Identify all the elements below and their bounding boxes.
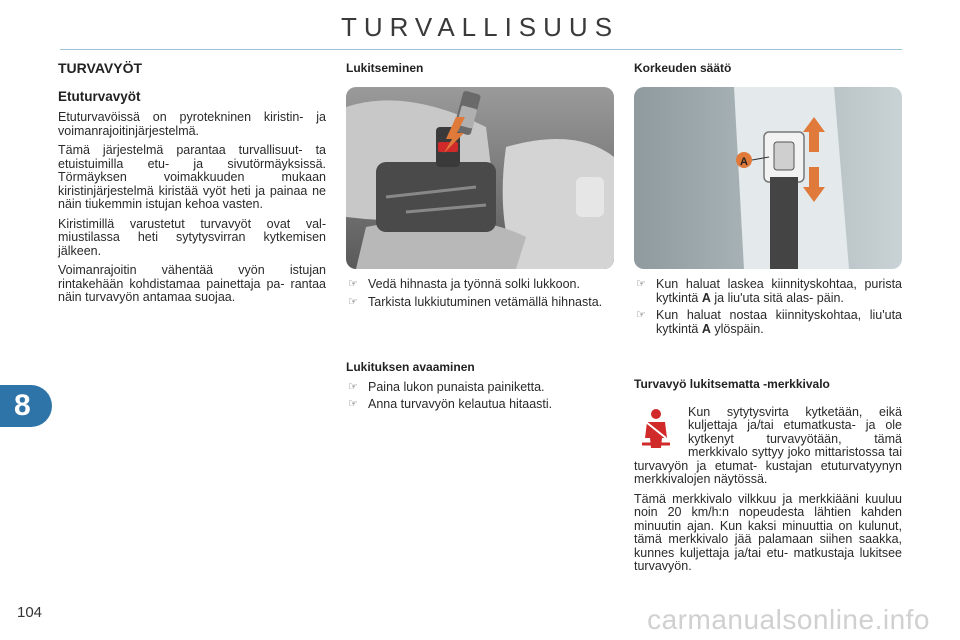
warning-text: Kun sytytysvirta kytketään, eikä kuljettaja ja/tai etumatkusta- ja ole kytkenyt turvavyötään, tämä merkkivalo syttyy joko mittaristossa tai turvavyön ja etumat- kustajan etuturvatyynyn merkkivalojen näytössä. <box>634 404 902 486</box>
bullet-text: Anna turvavyön kelautua hitaasti. <box>368 397 553 411</box>
bullet-text-pre: Kun haluat laskea kiinnityskohtaa, purista kytkintä <box>656 277 902 305</box>
bullet-text: Tarkista lukkiutuminen vetämällä hihnasta. <box>368 294 603 309</box>
height-adjust-illustration <box>634 87 902 269</box>
chapter-number: 8 <box>14 389 31 422</box>
section-title: TURVAVYÖT <box>58 60 143 76</box>
bullet-text-bold: A <box>701 290 711 305</box>
warning-text: Tämä merkkivalo vilkkuu ja merkkiääni kuuluu noin 20 km/h:n nopeudesta lähtien kahden minuutin ajan. Kun kaksi minuuttia on kulunut, tämä merkkivalo jää palamaan siihen saakka, kunnes kuljettaja ja/tai etu- matkustaja lukitsee turvavyön. <box>634 491 902 573</box>
pointing-hand-icon: ☞ <box>636 278 646 290</box>
column-intro <box>58 62 326 311</box>
chapter-badge <box>0 385 52 427</box>
bullet-text-pre: Kun haluat nostaa kiinnityskohtaa, liu'uta kytkintä <box>656 308 902 336</box>
locking-heading: Lukitseminen <box>346 61 424 75</box>
list-item <box>634 278 902 305</box>
height-heading: Korkeuden säätö <box>634 61 732 75</box>
list-item <box>346 398 614 412</box>
bullet-text: Paina lukon punaista painiketta. <box>368 379 545 394</box>
unlocking-section <box>346 361 614 416</box>
column-height <box>634 62 902 76</box>
list-item <box>346 296 614 310</box>
list-item <box>634 309 902 336</box>
buckle-illustration <box>346 87 614 269</box>
pointing-hand-icon: ☞ <box>636 309 646 321</box>
header-divider <box>60 49 902 50</box>
seatbelt-warning-icon <box>634 406 686 456</box>
bullet-text: Vedä hihnasta ja työnnä solki lukkoon. <box>368 277 580 291</box>
pointing-hand-icon: ☞ <box>348 295 358 308</box>
pointing-hand-icon: ☞ <box>348 398 358 410</box>
paragraph: Tämä järjestelmä parantaa turvallisuut- ta etuistuimilla etu- ja sivutörmäyksissä. Törmäyksen voimakkuuden mukaan kiristinjärjestelmä kiristää vyöt heti ja painaa ne näin tiukemmin istujan kehoa vasten. <box>58 143 326 211</box>
list-item <box>346 381 614 395</box>
pointing-hand-icon: ☞ <box>348 278 358 290</box>
unlocking-heading: Lukituksen avaaminen <box>346 360 475 374</box>
subsection-title: Etuturvavyöt <box>58 88 141 104</box>
warning-section <box>634 378 902 574</box>
callout-label: A <box>740 156 748 168</box>
list-item <box>346 278 614 292</box>
bullet-text-post: ja liu'uta sitä alas- päin. <box>710 290 844 305</box>
bullet-text-bold: A <box>701 321 711 336</box>
bullet-text-post: ylöspäin. <box>710 321 764 336</box>
page-number: 104 <box>17 604 43 621</box>
paragraph: Etuturvavöissä on pyrotekninen kiristin- ja voimanrajoitinjärjestelmä. <box>58 110 326 138</box>
column-locking <box>346 62 614 76</box>
locking-steps <box>346 278 614 313</box>
watermark: carmanualsonline.info <box>647 604 930 635</box>
warning-heading: Turvavyö lukitsematta -merkkivalo <box>634 377 830 391</box>
paragraph: Voimanrajoitin vähentää vyön istujan rintakehään kohdistamaa painettaja pa- rantaa näin turvavyön antamaa suojaa. <box>58 263 326 304</box>
pointing-hand-icon: ☞ <box>348 380 358 393</box>
paragraph: Kiristimillä varustetut turvavyöt ovat val- miustilassa heti sytytysvirran kytkemisen jälkeen. <box>58 216 326 258</box>
page-header-title: TURVALLISUUS <box>340 12 620 42</box>
height-steps <box>634 278 902 340</box>
